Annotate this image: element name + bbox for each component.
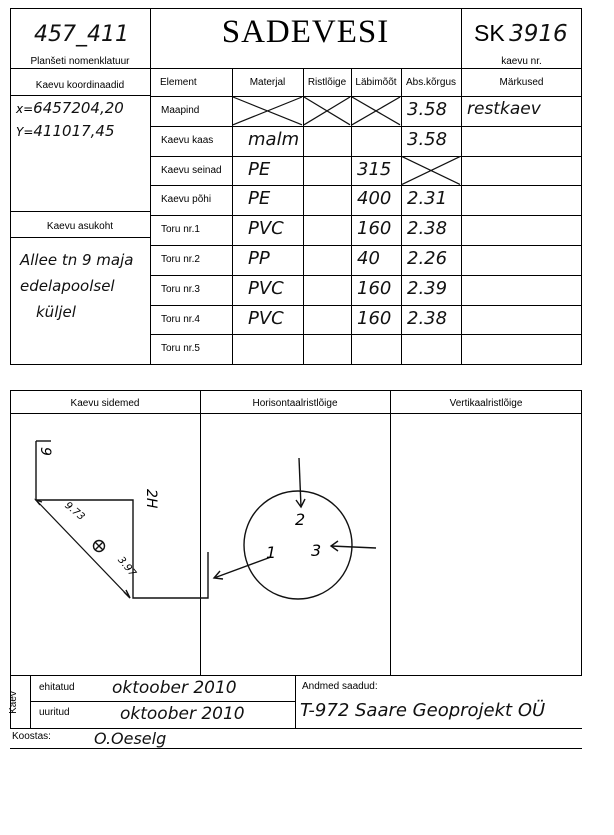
divider — [295, 676, 296, 728]
table-cell-material: PVC — [248, 307, 284, 329]
distance-label-2: 3.97 — [115, 554, 138, 579]
table-cell-material: malm — [248, 128, 300, 150]
sketch-header-links: Kaevu sidemed — [70, 398, 140, 409]
table-cell-remarks: restkaev — [467, 99, 541, 119]
sketch-header-vertical: Vertikaalristlõige — [449, 398, 523, 409]
sketch-header-horizontal: Horisontaalristlõige — [252, 398, 338, 409]
table-header-cross-section: Ristlõige — [307, 77, 347, 88]
well-number-hand: 3916 — [509, 21, 568, 47]
table-cell-material: PE — [248, 188, 271, 210]
table-cell-abs-height: 3.58 — [407, 128, 448, 150]
table-cell-diameter: 40 — [357, 248, 380, 269]
table-row-element: Kaevu seinad — [161, 164, 222, 176]
location-line-1: Allee tn 9 maja — [20, 251, 134, 269]
coords-label: Kaevu koordinaadid — [35, 80, 125, 91]
divider — [30, 676, 31, 728]
table-header-abs-height: Abs.kõrgus — [405, 77, 457, 88]
table-row-element: Toru nr.5 — [161, 343, 200, 355]
table-cell-abs-height: 2.38 — [407, 307, 448, 329]
divider — [30, 701, 295, 702]
table-cell-diameter: 315 — [357, 158, 392, 180]
andmed-label: Andmed saadud: — [302, 681, 378, 692]
ehitatud-value: oktoober 2010 — [112, 678, 237, 698]
table-cell-diameter: 160 — [357, 277, 392, 299]
well-prefix: SK — [474, 20, 505, 46]
table-cell-diameter: 160 — [357, 218, 392, 240]
location-line-3: küljel — [36, 303, 76, 321]
table-row-element: Toru nr.1 — [161, 224, 200, 236]
pipe-label-3: 3 — [311, 541, 322, 560]
table-row-element: Maapind — [161, 105, 200, 116]
pipe-label-1: 1 — [266, 543, 277, 562]
table-cell-abs-height: 2.39 — [407, 277, 448, 299]
table-cell-abs-height: 2.26 — [407, 248, 448, 269]
table-row-element: Kaevu põhi — [161, 194, 212, 206]
table-cell-material: PP — [248, 248, 270, 269]
table-header-element: Element — [160, 77, 197, 88]
building-number: 9 — [37, 447, 53, 456]
table-row-element: Toru nr.2 — [161, 254, 200, 265]
divider — [10, 748, 582, 749]
uuritud-value: oktoober 2010 — [120, 704, 245, 724]
table-row-element: Toru nr.3 — [161, 283, 200, 295]
site-plan — [36, 441, 208, 598]
kaev-label: Kaev — [7, 691, 19, 714]
location-line-2: edelapoolsel — [20, 277, 115, 295]
table-cell-abs-height: 3.58 — [407, 99, 448, 120]
location-label: Kaevu asukoht — [46, 221, 114, 232]
table-cell-material: PE — [248, 158, 271, 180]
table-cell-diameter: 400 — [357, 188, 392, 210]
table-header-diameter: Läbimõõt — [355, 77, 397, 88]
form-title: SADEVESI — [221, 14, 390, 50]
coord-y: Y=411017,45 — [16, 122, 115, 140]
table-row-element: Kaevu kaas — [161, 134, 214, 146]
table-cell-material: PVC — [248, 218, 284, 240]
table-cell-abs-height: 2.38 — [407, 218, 448, 240]
coord-x: x=6457204,20 — [16, 99, 124, 117]
sheet-label: Planšeti nomenklatuur — [30, 56, 130, 67]
distance-label-1: 9.73 — [62, 500, 87, 523]
table-row-element: Toru nr.4 — [161, 313, 200, 325]
table-header-material: Materjal — [249, 77, 286, 88]
uuritud-label: uuritud — [39, 707, 70, 718]
koostas-value: O.Oeselg — [94, 729, 167, 748]
koostas-label: Koostas: — [12, 731, 51, 742]
andmed-value: T-972 Saare Geoprojekt OÜ — [300, 700, 546, 721]
sheet-number: 457_411 — [34, 22, 129, 47]
table-cell-material: PVC — [248, 277, 284, 299]
table-cell-diameter: 160 — [357, 307, 392, 329]
table-header-remarks: Märkused — [499, 77, 544, 88]
table-cell-abs-height: 2.31 — [407, 188, 448, 210]
pipe-label-2: 2 — [295, 510, 306, 529]
well-label: kaevu nr. — [501, 56, 542, 67]
ehitatud-label: ehitatud — [39, 682, 75, 693]
building-floors: 2H — [143, 489, 159, 509]
